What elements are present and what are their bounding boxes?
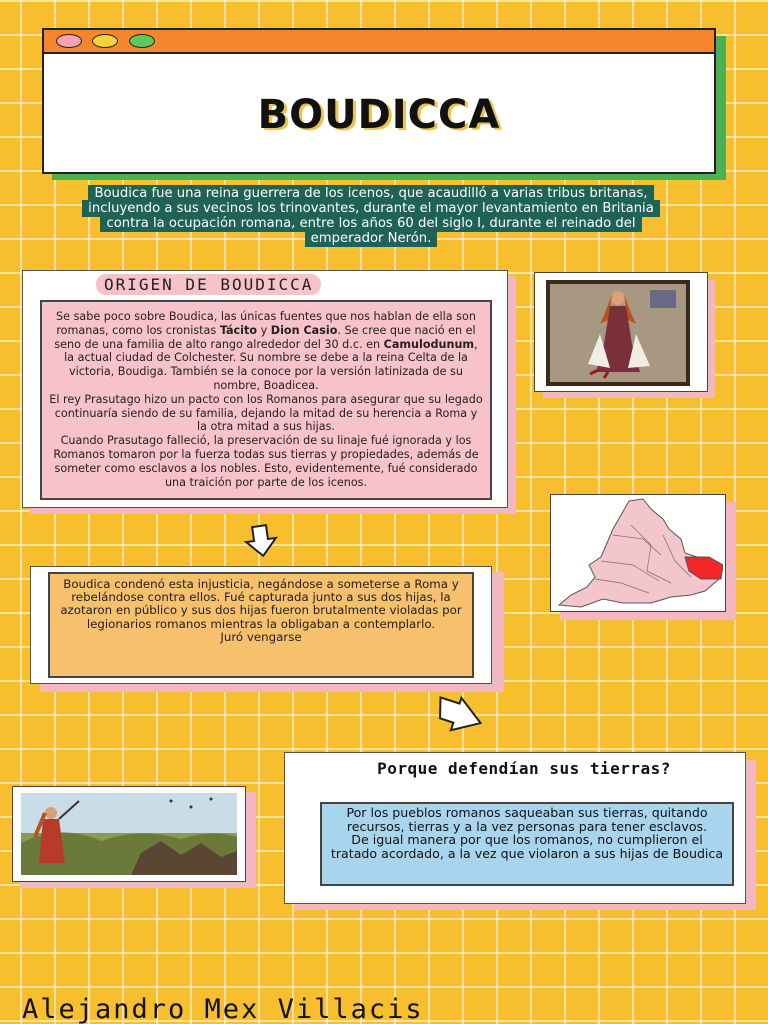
map-frame — [550, 494, 726, 612]
arrow-down-icon — [240, 524, 288, 560]
origin-paragraph-3: Cuando Prasutago falleció, la preservación de su linaje fué ignorada y los Romanos tomaron por la fuerza todas sus tierras y propiedades, además de someter como esclavos a los nobles. Esto, evidentemente, fué considerado una traición por parte de los icenos. — [53, 434, 479, 489]
origin-heading: ORIGEN DE BOUDICCA — [96, 274, 321, 295]
origin-paragraph-1: Se sabe poco sobre Boudica, las únicas fuentes que nos hablan de ella son romanas, como los cronistas Tácito y Dion Casio. Se cree que nació en el seno de una familia de alto rango alrededor del 30 d.c. en Camulodunum, la actual ciudad de Colchester. Su nombre se debe a la reina Celta de la victoria, Boudiga. También se la conoce por la versión latinizada de su nombre, Boadicea. — [54, 310, 478, 392]
question-answer-box — [320, 802, 734, 886]
dion-casio-bold: Dion Casio — [270, 323, 338, 337]
intro-banner — [66, 186, 676, 246]
boudicca-portrait-image — [546, 280, 690, 386]
condemn-closing: Juró vengarse — [220, 629, 302, 644]
battle-frame — [12, 786, 246, 882]
origin-text-box — [40, 300, 492, 500]
condemn-text-box — [48, 572, 474, 678]
tacito-bold: Tácito — [219, 323, 258, 337]
intro-text: Boudica fue una reina guerrera de los icenos, que acaudilló a varias tribus britanas, incluyendo a sus vecinos los trinovantes, durante el mayor levantamiento en Britania contra la ocupación romana, entre los años 60 del siglo I, durante el reinado del emperador Nerón. — [82, 185, 660, 247]
battle-scene-image — [21, 793, 237, 875]
origin-paragraph-2: El rey Prasutago hizo un pacto con los Romanos para asegurar que su legado continuaría siendo de su familia, dejando la mitad de su herencia a Roma y la otra mitad a sus hijas. — [49, 392, 483, 434]
window-dot-yellow — [92, 34, 118, 48]
camulodunum-bold: Camulodunum — [383, 337, 475, 351]
britain-map-image — [551, 495, 723, 609]
answer-paragraph-1: Por los pueblos romanos saqueaban sus tierras, quitando recursos, tierras y a la vez personas para tener esclavos. — [346, 805, 708, 834]
author-name: Alejandro Mex Villacis — [22, 994, 424, 1024]
answer-paragraph-2: De igual manera por que los romanos, no cumplieron el tratado acordado, a la vez que violaron a sus hijas de Boudica — [330, 832, 724, 861]
title-window — [42, 28, 716, 174]
window-dot-pink — [56, 34, 82, 48]
page-title: BOUDICCA — [257, 92, 501, 138]
question-heading: Porque defendían sus tierras? — [377, 759, 671, 778]
window-dot-green — [129, 34, 155, 48]
title-window-bar — [44, 30, 714, 54]
arrow-down-right-icon — [434, 696, 486, 734]
condemn-paragraph: Boudica condenó esta injusticia, negándose a someterse a Roma y rebelándose contra ellos. Fué capturada junto a sus dos hijas, la azotaron en público y sus dos hijas fueron brutalmente violadas por legionarios romanos mientras la obligaban a contemplarlo. — [60, 577, 462, 631]
